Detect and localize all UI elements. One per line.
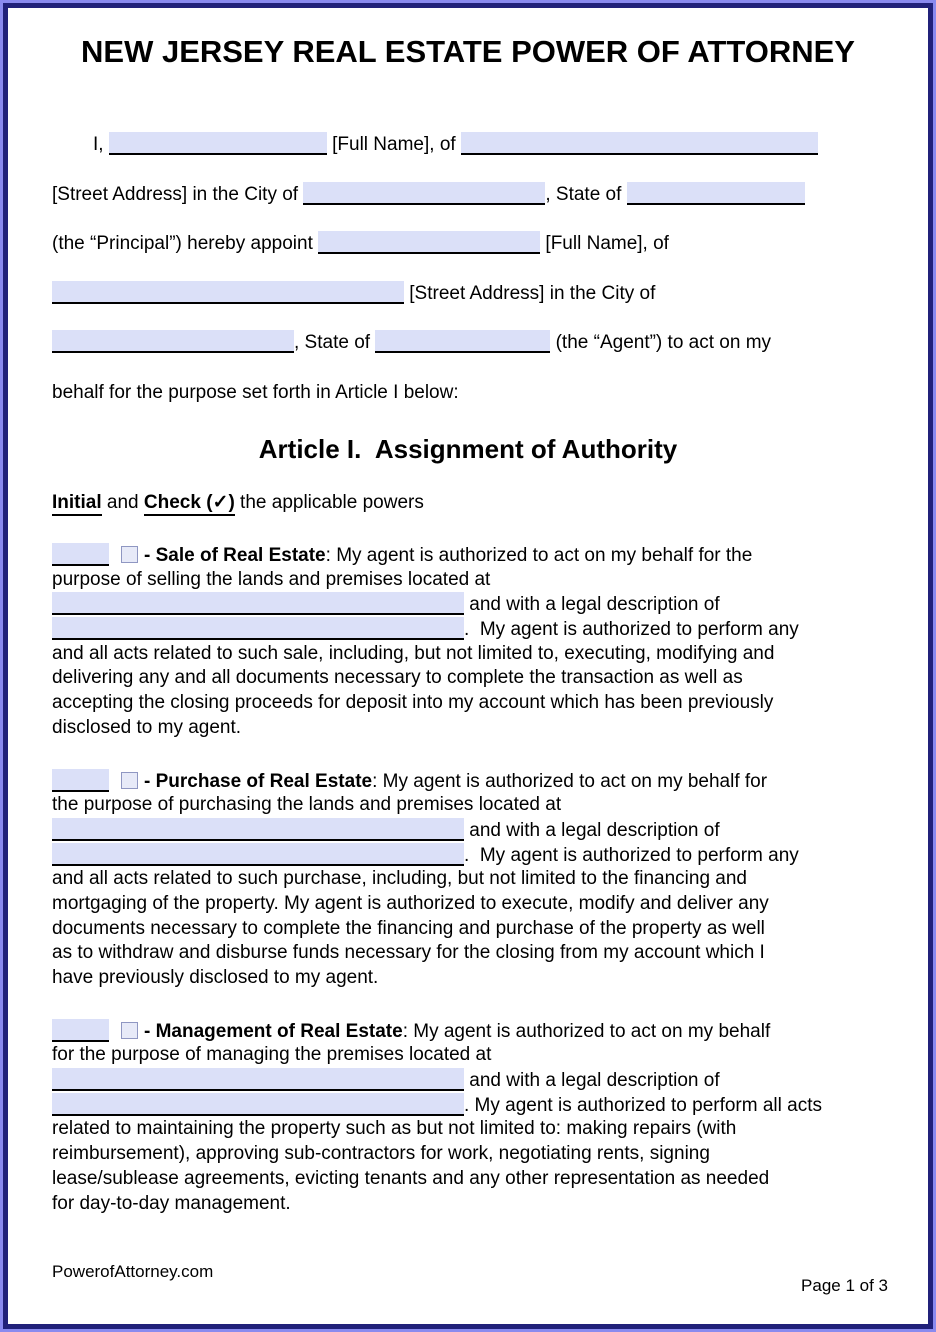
sale-dash: - bbox=[144, 545, 156, 566]
opening-text: , State of bbox=[294, 332, 376, 353]
footer-page-number: Page 1 of 3 bbox=[801, 1276, 888, 1295]
management-text: for the purpose of managing the premises located at bbox=[52, 1044, 492, 1066]
purchase-line-8 bbox=[52, 941, 884, 966]
opening-text: I, bbox=[93, 134, 109, 155]
purchase-line-1 bbox=[52, 769, 884, 794]
opening-text: (the “Principal”) hereby appoint bbox=[52, 233, 319, 254]
purchase-legal-description-field[interactable] bbox=[52, 843, 464, 866]
management-property-address-field[interactable] bbox=[52, 1068, 464, 1091]
document-title: NEW JERSEY REAL ESTATE POWER OF ATTORNEY bbox=[81, 34, 855, 69]
opening-paragraph bbox=[52, 120, 884, 417]
sale-property-address-field[interactable] bbox=[52, 592, 464, 615]
footer-site-name: PowerofAttorney.com bbox=[52, 1262, 214, 1281]
purchase-line-2 bbox=[52, 793, 884, 818]
purchase-checkbox[interactable] bbox=[121, 772, 138, 789]
purchase-title: Purchase of Real Estate bbox=[155, 770, 373, 792]
opening-text: (the “Agent”) to act on my bbox=[550, 332, 772, 353]
sale-text: disclosed to my agent. bbox=[52, 716, 242, 738]
management-title: Management of Real Estate bbox=[155, 1020, 403, 1042]
sale-title: Sale of Real Estate bbox=[155, 545, 326, 566]
sale-text: and all acts related to such sale, including, but not limited to, executing, modifying and bbox=[52, 642, 775, 664]
purchase-text: : My agent is authorized to act on my behalf for bbox=[372, 770, 768, 792]
management-line-3 bbox=[52, 1068, 884, 1093]
purchase-dash: - bbox=[144, 770, 156, 792]
agent-street-address-field[interactable] bbox=[52, 281, 404, 304]
opening-text: , State of bbox=[545, 183, 627, 205]
purchase-line-3 bbox=[52, 818, 884, 843]
sale-legal-description-field[interactable] bbox=[52, 617, 464, 640]
purchase-paragraph bbox=[52, 769, 884, 991]
agent-city-field[interactable] bbox=[52, 330, 294, 353]
document-page bbox=[3, 3, 933, 1329]
management-text: . My agent is authorized to perform all acts bbox=[464, 1094, 822, 1116]
sale-text: accepting the closing proceeds for deposit into my account which has been previously bbox=[52, 692, 774, 714]
opening-text: [Full Name], of bbox=[326, 134, 461, 155]
management-line-1 bbox=[52, 1019, 884, 1044]
purchase-text: and with a legal description of bbox=[464, 819, 720, 841]
sale-text: purpose of selling the lands and premises located at bbox=[52, 568, 491, 590]
purchase-initials-field[interactable] bbox=[52, 769, 109, 792]
opening-line-4 bbox=[52, 269, 884, 319]
management-text: for day-to-day management. bbox=[52, 1192, 291, 1214]
agent-full-name-field[interactable] bbox=[318, 231, 540, 254]
management-text: related to maintaining the property such as but not limited to: making repairs (with bbox=[52, 1118, 737, 1140]
purchase-line-5 bbox=[52, 867, 884, 892]
sale-text: and with a legal description of bbox=[464, 594, 720, 616]
sale-line-8 bbox=[52, 716, 884, 741]
instruction-initial: Initial bbox=[52, 492, 102, 516]
purchase-line-9 bbox=[52, 966, 884, 991]
sale-initials-field[interactable] bbox=[52, 543, 109, 566]
purchase-text: . My agent is authorized to perform any bbox=[464, 844, 799, 866]
management-legal-description-field[interactable] bbox=[52, 1093, 464, 1116]
opening-line-6 bbox=[52, 368, 884, 418]
purchase-property-address-field[interactable] bbox=[52, 818, 464, 841]
opening-text: [Full Name], of bbox=[540, 233, 669, 254]
management-line-7 bbox=[52, 1167, 884, 1192]
sale-checkbox[interactable] bbox=[121, 546, 138, 563]
sale-line-6 bbox=[52, 666, 884, 691]
management-line-5 bbox=[52, 1117, 884, 1142]
sale-line-1 bbox=[52, 543, 884, 568]
management-paragraph bbox=[52, 1019, 884, 1217]
sale-line-4 bbox=[52, 617, 884, 642]
instruction-line bbox=[52, 491, 884, 515]
purchase-line-4 bbox=[52, 843, 884, 868]
sale-paragraph bbox=[52, 543, 884, 741]
management-line-4 bbox=[52, 1093, 884, 1118]
sale-text: delivering any and all documents necessary to complete the transaction as well as bbox=[52, 667, 743, 689]
management-text: : My agent is authorized to act on my behalf bbox=[402, 1020, 771, 1042]
instruction-text: the applicable powers bbox=[234, 492, 424, 513]
management-line-2 bbox=[52, 1043, 884, 1068]
principal-street-address-field[interactable] bbox=[461, 132, 818, 155]
sale-line-7 bbox=[52, 691, 884, 716]
principal-state-field[interactable] bbox=[627, 182, 805, 205]
sale-text: : My agent is authorized to act on my behalf for the bbox=[325, 545, 753, 566]
purchase-text: as to withdraw and disburse funds necessary for the closing from my account which I bbox=[52, 942, 765, 964]
purchase-line-6 bbox=[52, 892, 884, 917]
management-line-6 bbox=[52, 1142, 884, 1167]
principal-full-name-field[interactable] bbox=[109, 132, 327, 155]
opening-text: [Street Address] in the City of bbox=[404, 282, 656, 304]
purchase-text: mortgaging of the property. My agent is authorized to execute, modify and deliver any bbox=[52, 892, 769, 914]
purchase-text: documents necessary to complete the financing and purchase of the property as well bbox=[52, 917, 765, 939]
management-text: lease/sublease agreements, evicting tenants and any other representation as needed bbox=[52, 1167, 770, 1189]
management-checkbox[interactable] bbox=[121, 1022, 138, 1039]
opening-text: behalf for the purpose set forth in Article I below: bbox=[52, 381, 459, 403]
opening-text: [Street Address] in the City of bbox=[52, 183, 304, 205]
sale-line-2 bbox=[52, 568, 884, 593]
article-heading: Article I. Assignment of Authority bbox=[258, 434, 678, 464]
principal-city-field[interactable] bbox=[303, 182, 545, 205]
instruction-text: and bbox=[101, 492, 144, 513]
purchase-text: and all acts related to such purchase, including, but not limited to the financing and bbox=[52, 868, 747, 890]
management-line-8 bbox=[52, 1192, 884, 1217]
opening-line-2 bbox=[52, 170, 884, 220]
management-text: and with a legal description of bbox=[464, 1070, 720, 1092]
opening-line-3 bbox=[52, 219, 884, 269]
management-initials-field[interactable] bbox=[52, 1019, 109, 1042]
sale-line-3 bbox=[52, 592, 884, 617]
opening-line-1 bbox=[52, 120, 884, 170]
purchase-line-7 bbox=[52, 917, 884, 942]
management-text: reimbursement), approving sub-contractors for work, negotiating rents, signing bbox=[52, 1143, 710, 1165]
purchase-text: have previously disclosed to my agent. bbox=[52, 967, 379, 988]
sale-line-5 bbox=[52, 642, 884, 667]
opening-line-5 bbox=[52, 318, 884, 368]
instruction-check: Check (✓) bbox=[144, 492, 235, 516]
management-dash: - bbox=[144, 1020, 156, 1042]
agent-state-field[interactable] bbox=[375, 330, 550, 353]
purchase-text: the purpose of purchasing the lands and premises located at bbox=[52, 794, 562, 816]
sale-text: . My agent is authorized to perform any bbox=[464, 619, 799, 641]
document-content bbox=[8, 34, 928, 1216]
